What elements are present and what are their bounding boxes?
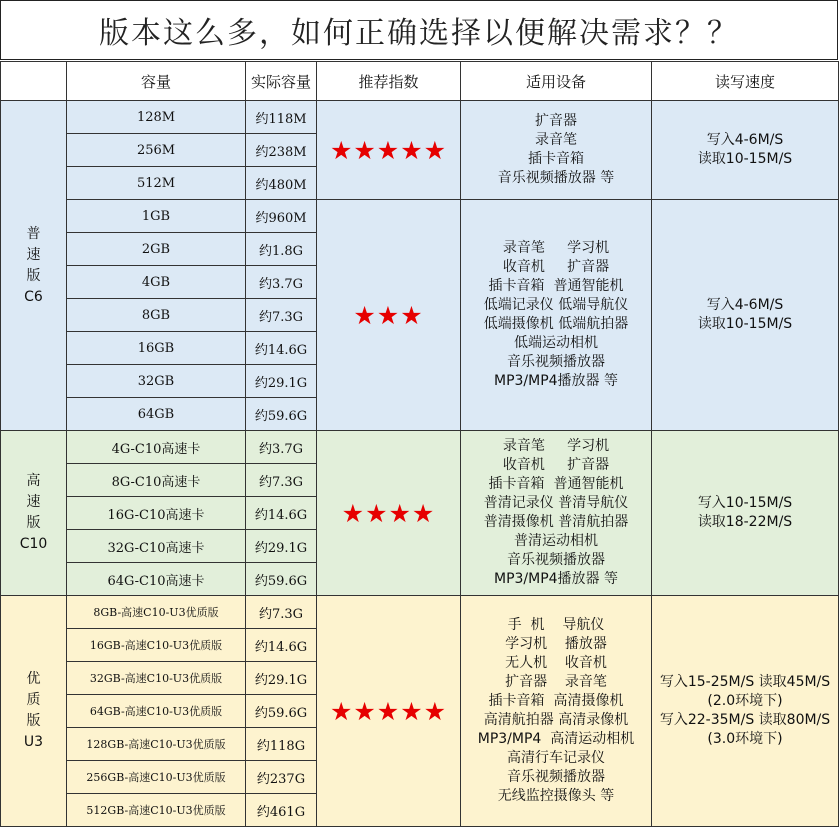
speed-line: 读取10-15M/S	[697, 151, 793, 167]
device-line: 插卡音箱 高清摄像机	[488, 693, 624, 709]
group-label-line: 版	[26, 267, 41, 284]
group-label-line: 质	[26, 692, 41, 708]
capacity-cell: 128M	[67, 101, 246, 134]
capacity-cell: 128GB-高速C10-U3优质版	[67, 728, 246, 761]
table-body	[1, 101, 839, 827]
page-title: 版本这么多，如何正确选择以便解决需求？？	[0, 0, 838, 60]
device-line: 插卡音箱 普通智能机	[488, 278, 624, 294]
device-line: 普清运动相机	[514, 533, 598, 549]
actual-capacity-cell: 约1.8G	[246, 233, 317, 266]
device-line: 无线监控摄像头 等	[497, 788, 615, 804]
device-line: 插卡音箱	[528, 151, 584, 167]
group-label	[1, 101, 67, 431]
devices-cell	[461, 431, 652, 596]
device-line: 学习机 播放器	[505, 636, 607, 652]
devices-cell	[461, 596, 652, 827]
speed-line: 写入10-15M/S	[697, 495, 793, 511]
actual-capacity-cell: 约29.1G	[246, 365, 317, 398]
actual-capacity-cell: 约118G	[246, 728, 317, 761]
devices-cell	[461, 200, 652, 431]
device-line: 插卡音箱 普通智能机	[488, 476, 624, 492]
capacity-cell: 32G-C10高速卡	[67, 530, 246, 563]
device-line: 录音笔 学习机	[502, 438, 610, 454]
group-label-line: 版	[26, 515, 41, 531]
header-group	[1, 62, 67, 101]
device-line: 普清记录仪 普清导航仪	[483, 495, 629, 511]
speed-line: 写入4-6M/S	[706, 132, 784, 148]
actual-capacity-cell: 约14.6G	[246, 629, 317, 662]
device-line: 扩音器 录音笔	[505, 674, 607, 690]
group-label-line: C6	[24, 288, 43, 305]
speed-line: 读取18-22M/S	[697, 514, 793, 530]
actual-capacity-cell: 约7.3G	[246, 299, 317, 332]
rating-stars: ★★★	[317, 200, 461, 431]
group-label-line: 普	[26, 225, 41, 242]
actual-capacity-cell: 约461G	[246, 794, 317, 827]
device-line: 高清航拍器 高清录像机	[483, 712, 629, 728]
device-line: 音乐视频播放器	[507, 354, 605, 370]
speed-line: 写入15-25M/S 读取45M/S	[659, 674, 831, 690]
header-devices: 适用设备	[461, 62, 652, 101]
actual-capacity-cell: 约14.6G	[246, 497, 317, 530]
speed-cell	[652, 200, 839, 431]
actual-capacity-cell: 约14.6G	[246, 332, 317, 365]
speed-line: 读取10-15M/S	[697, 316, 793, 332]
rating-stars: ★★★★	[317, 431, 461, 596]
device-line: 低端记录仪 低端导航仪	[483, 297, 629, 313]
group-label-line: 优	[26, 671, 41, 687]
actual-capacity-cell: 约3.7G	[246, 266, 317, 299]
actual-capacity-cell: 约7.3G	[246, 596, 317, 629]
device-line: 录音笔	[535, 132, 577, 148]
capacity-cell: 256GB-高速C10-U3优质版	[67, 761, 246, 794]
capacity-cell: 32GB	[67, 365, 246, 398]
group-label-line: U3	[23, 734, 44, 750]
actual-capacity-cell: 约59.6G	[246, 695, 317, 728]
actual-capacity-cell: 约238M	[246, 134, 317, 167]
speed-cell	[652, 101, 839, 200]
actual-capacity-cell: 约59.6G	[246, 563, 317, 596]
rating-stars: ★★★★★	[317, 596, 461, 827]
actual-capacity-cell: 约960M	[246, 200, 317, 233]
capacity-cell: 2GB	[67, 233, 246, 266]
actual-capacity-cell: 约118M	[246, 101, 317, 134]
table-row	[1, 200, 839, 233]
device-line: 音乐视频播放器	[507, 769, 605, 785]
group-label	[1, 596, 67, 827]
device-line: 收音机 扩音器	[502, 259, 610, 275]
capacity-cell: 8GB-高速C10-U3优质版	[67, 596, 246, 629]
capacity-cell: 64GB	[67, 398, 246, 431]
capacity-cell: 16GB-高速C10-U3优质版	[67, 629, 246, 662]
actual-capacity-cell: 约3.7G	[246, 431, 317, 464]
device-line: 录音笔 学习机	[502, 240, 610, 256]
capacity-cell: 32GB-高速C10-U3优质版	[67, 662, 246, 695]
group-label-line: 速	[26, 494, 41, 510]
header-capacity: 容量	[67, 62, 246, 101]
capacity-cell: 16G-C10高速卡	[67, 497, 246, 530]
capacity-cell: 8G-C10高速卡	[67, 464, 246, 497]
table-row	[1, 101, 839, 134]
capacity-cell: 16GB	[67, 332, 246, 365]
device-line: 无人机 收音机	[505, 655, 607, 671]
group-label-line: 版	[26, 713, 41, 729]
device-line: MP3/MP4播放器 等	[493, 373, 619, 389]
device-line: 收音机 扩音器	[502, 457, 610, 473]
actual-capacity-cell: 约29.1G	[246, 662, 317, 695]
device-line: 普清摄像机 普清航拍器	[483, 514, 629, 530]
device-line: MP3/MP4播放器 等	[493, 571, 619, 587]
device-line: 音乐视频播放器 等	[497, 170, 615, 186]
capacity-cell: 512M	[67, 167, 246, 200]
speed-cell	[652, 596, 839, 827]
header-rating: 推荐指数	[317, 62, 461, 101]
capacity-cell: 64GB-高速C10-U3优质版	[67, 695, 246, 728]
capacity-cell: 64G-C10高速卡	[67, 563, 246, 596]
actual-capacity-cell: 约237G	[246, 761, 317, 794]
actual-capacity-cell: 约59.6G	[246, 398, 317, 431]
speed-line: 写入22-35M/S 读取80M/S	[659, 712, 831, 728]
group-label	[1, 431, 67, 596]
rating-stars: ★★★★★	[317, 101, 461, 200]
device-line: MP3/MP4 高清运动相机	[477, 731, 635, 747]
device-line: 扩音器	[535, 113, 577, 129]
actual-capacity-cell: 约7.3G	[246, 464, 317, 497]
actual-capacity-cell: 约480M	[246, 167, 317, 200]
devices-cell	[461, 101, 652, 200]
table-row	[1, 596, 839, 629]
capacity-cell: 1GB	[67, 200, 246, 233]
sd-card-table	[0, 61, 839, 827]
header-actual-capacity: 实际容量	[246, 62, 317, 101]
device-line: 手 机 导航仪	[507, 617, 605, 633]
actual-capacity-cell: 约29.1G	[246, 530, 317, 563]
device-line: 低端摄像机 低端航拍器	[483, 316, 629, 332]
device-line: 高清行车记录仪	[507, 750, 605, 766]
speed-line: (2.0环境下)	[707, 693, 783, 709]
capacity-cell: 8GB	[67, 299, 246, 332]
header-speed: 读写速度	[652, 62, 839, 101]
group-label-line: C10	[19, 536, 48, 552]
capacity-cell: 4GB	[67, 266, 246, 299]
header-row	[1, 62, 839, 101]
speed-cell	[652, 431, 839, 596]
capacity-cell: 512GB-高速C10-U3优质版	[67, 794, 246, 827]
group-label-line: 高	[26, 473, 41, 489]
table-row	[1, 431, 839, 464]
capacity-cell: 4G-C10高速卡	[67, 431, 246, 464]
speed-line: 写入4-6M/S	[706, 297, 784, 313]
capacity-cell: 256M	[67, 134, 246, 167]
device-line: 低端运动相机	[514, 335, 598, 351]
speed-line: (3.0环境下)	[707, 731, 783, 747]
group-label-line: 速	[26, 246, 41, 263]
device-line: 音乐视频播放器	[507, 552, 605, 568]
